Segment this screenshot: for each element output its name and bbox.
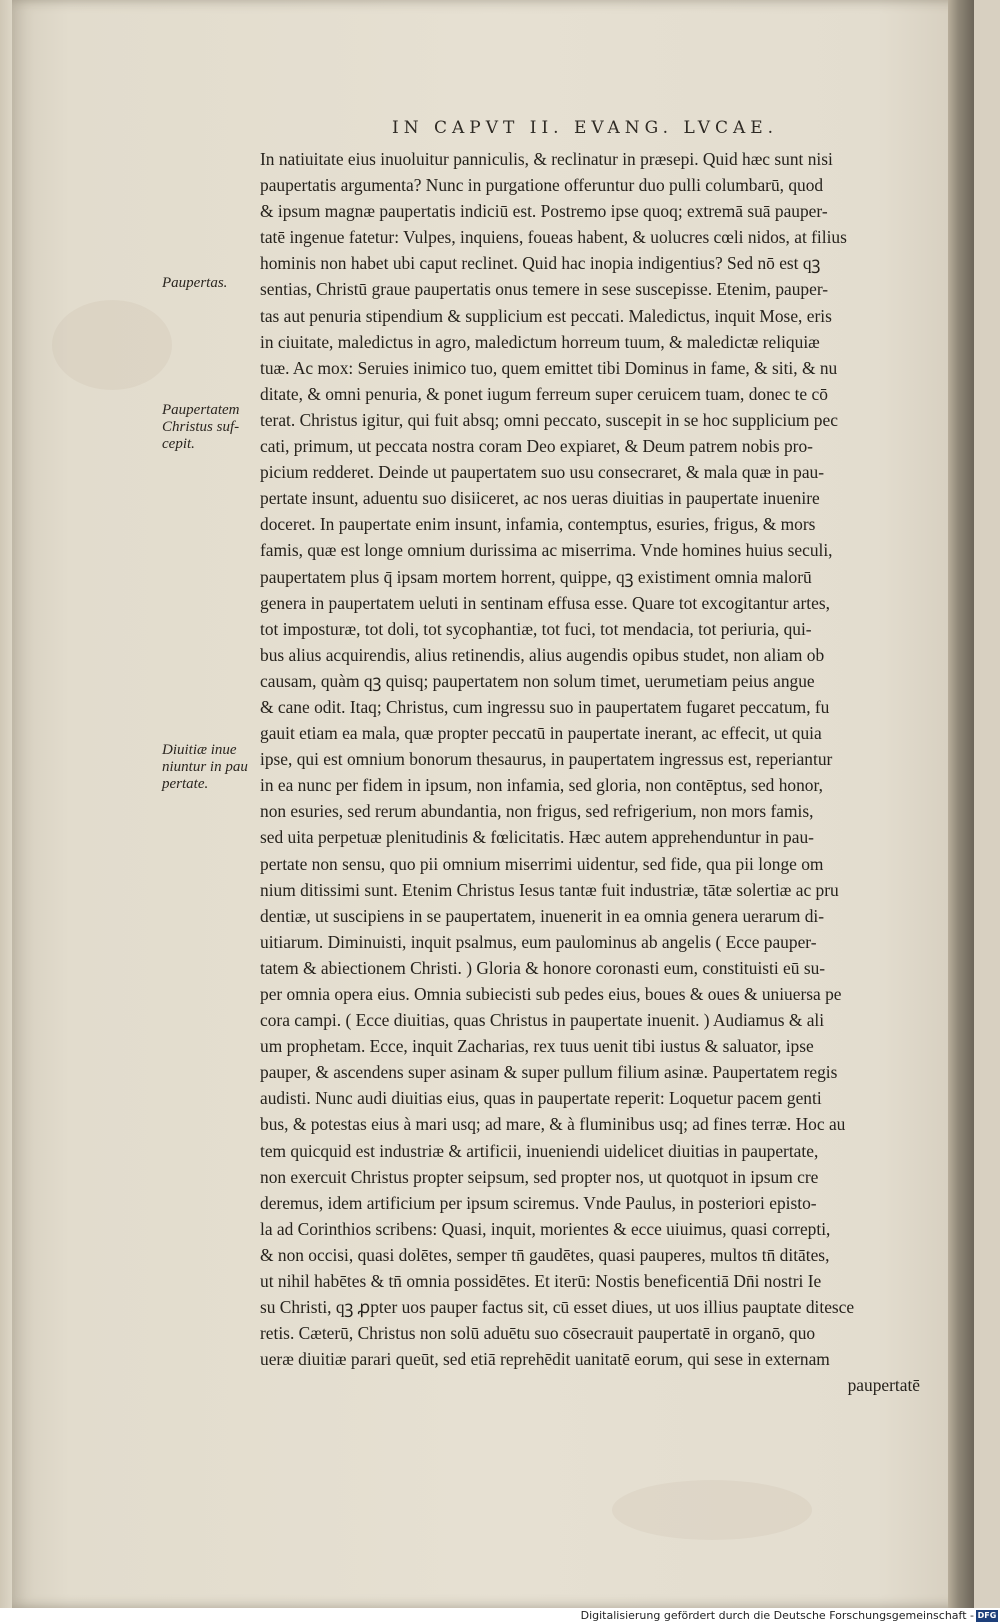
body-line: pertate insunt, aduentu suo disiiceret, ac nos ueras diuitias in paupertate inuenire (260, 488, 820, 509)
page-left-edge (0, 0, 12, 1608)
body-line: tuæ. Ac mox: Seruies inimico tuo, quem emittet tibi Dominus in fame, & siti, & nu (260, 357, 838, 378)
body-line: sed uita perpetuæ plenitudinis & fœlicitatis. Hæc autem apprehenduntur in pau- (260, 827, 814, 848)
body-line: uitiarum. Diminuisti, inquit psalmus, eum paulominus ab angelis ( Ecce pauper- (260, 931, 817, 952)
footer-credit: Digitalisierung gefördert durch die Deutsche Forschungsgemeinschaft - (580, 1609, 974, 1622)
margin-note-line: Christus suf- (162, 419, 240, 435)
running-head: IN CAPVT II. EVANG. LVCAE. (392, 118, 779, 138)
body-line: ditate, & omni penuria, & ponet iugum ferreum super ceruicem tuam, donec te cō (260, 383, 828, 404)
body-line: audisti. Nunc audi diuitias eius, quas in paupertate reperit: Loquetur pacem genti (260, 1088, 822, 1109)
body-line: hominis non habet ubi caput reclinet. Quid hac inopia indigentius? Sed nō est qꝫ (260, 253, 821, 274)
body-line: causam, quàm qꝫ quisq; paupertatem non solum timet, uerumetiam peius angue (260, 670, 815, 691)
body-line: & cane odit. Itaq; Christus, cum ingressu suo in paupertatem fugaret peccatum, fu (260, 696, 830, 717)
body-line: in ciuitate, maledictus in agro, maledictum horreum tuum, & maledictæ reliquiæ (260, 331, 820, 352)
body-line: non exercuit Christus propter seipsum, sed propter nos, ut quotquot in ipsum cre (260, 1166, 819, 1187)
body-line: sentias, Christū graue paupertatis onus temere in sese suscepisse. Etenim, pauper- (260, 279, 829, 300)
margin-note-paupertatem (162, 402, 257, 453)
body-line: dentiæ, ut suscipiens in se paupertatem, inuenerit in ea omnia genera uerarum di- (260, 905, 825, 926)
body-line: ipse, qui est omnium bonorum thesaurus, in paupertatem ingressus est, reperiantur (260, 749, 833, 770)
body-line: deremus, idem artificium per ipsum sciremus. Vnde Paulus, in posteriori episto- (260, 1192, 817, 1213)
body-line: ueræ diuitiæ parari queūt, sed etiā reprehēdit uanitatē eorum, qui sese in externam (260, 1349, 830, 1370)
body-line: tatē ingenue fatetur: Vulpes, inquiens, foueas habent, & uolucres cœli nidos, at filius (260, 227, 847, 248)
body-line: & non occisi, quasi dolētes, semper tn̄ gaudētes, quasi pauperes, multos tn̄ ditātes, (260, 1244, 830, 1265)
margin-note-line: niuntur in pau (162, 759, 248, 775)
body-line: doceret. In paupertate enim insunt, infamia, contemptus, esuries, frigus, & mors (260, 514, 816, 535)
book-binding-edge (948, 0, 974, 1608)
body-line: tatem & abiectionem Christi. ) Gloria & honore coronasti eum, constituisti eū su- (260, 957, 826, 978)
margin-note-line: cepit. (162, 436, 195, 452)
body-line: pertate non sensu, quo pii omnium miserrimi uidentur, sed fide, qua pii longe om (260, 853, 824, 874)
body-line: gauit etiam ea mala, quæ propter peccatū in paupertate inerant, ac effecit, ut quia (260, 723, 822, 744)
body-line: picium redderet. Deinde ut paupertatem suo usu consecraret, & mala quæ in pau- (260, 462, 825, 483)
margin-note-paupertas (162, 275, 257, 292)
margin-note-line: Paupertas. (162, 275, 228, 291)
body-line: paupertatem plus q̄ ipsam mortem horrent, quippe, qꝫ existiment omnia malorū (260, 566, 812, 587)
body-line: tot imposturæ, tot doli, tot sycophantiæ, tot fuci, tot mendacia, tot periuria, qui- (260, 618, 812, 639)
body-text (260, 146, 920, 1399)
body-line: genera in paupertatem ueluti in sentinam effusa esse. Quare tot excogitantur artes, (260, 592, 830, 613)
body-line: tas aut penuria stipendium & supplicium est peccati. Maledictus, inquit Mose, eris (260, 305, 832, 326)
body-line: retis. Cæterū, Christus non solū aduētu suo cōsecrauit paupertatē in organō, quo (260, 1323, 816, 1344)
body-line: per omnia opera eius. Omnia subiecisti sub pedes eius, boues & oues & uniuersa pe (260, 984, 842, 1004)
body-line: non esuries, sed rerum abundantia, non frigus, sed refrigerium, non mors famis, (260, 801, 814, 822)
body-line: pauper, & ascendens super asinam & super pullum filium asinæ. Paupertatem regis (260, 1062, 838, 1083)
body-line: um prophetam. Ecce, inquit Zacharias, rex tuus uenit tibi iustus & saluator, ipse (260, 1036, 814, 1057)
body-line: tem quicquid est industriæ & artificii, inueniendi uidelicet diuitias in paupertate, (260, 1140, 819, 1161)
body-line: bus alius acquirendis, alius retinendis, alius augendis opibus studet, non aliam ob (260, 644, 825, 665)
body-line: cati, primum, ut peccata nostra coram Deo expiaret, & Deum patrem nobis pro- (260, 436, 813, 457)
body-line: famis, quæ est longe omnium durissima ac miserrima. Vnde homines huius seculi, (260, 540, 833, 561)
body-line: la ad Corinthios scribens: Quasi, inquit, morientes & ecce uiuimus, quasi correpti, (260, 1218, 831, 1239)
body-line: terat. Christus igitur, qui fuit absq; omni peccato, suscepit in se hoc supplicium pec (260, 409, 838, 430)
body-line: su Christi, qꝫ ꝓpter uos pauper factus sit, cū esset diues, ut uos illius pauptate ditesce (260, 1297, 855, 1318)
body-line: ut nihil habētes & tn̄ omnia possidētes. Et iterū: Nostis beneficentiā Dn̄i nostri Ie (260, 1271, 822, 1292)
dfg-logo: DFG (977, 1611, 997, 1620)
body-line: in ea nunc per fidem in ipsum, non infamia, sed gloria, non contēptus, sed honor, (260, 775, 823, 796)
body-line: cora campi. ( Ecce diuitias, quas Christus in paupertate inuenit. ) Audiamus & ali (260, 1010, 825, 1031)
margin-note-line: Paupertatem (162, 402, 240, 418)
margin-note-diuitiae (162, 742, 257, 793)
body-line: & ipsum magnæ paupertatis indiciū est. Postremo ipse quoq; extremā suā pauper- (260, 201, 828, 222)
body-line: paupertatis argumenta? Nunc in purgatione offeruntur duo pulli columbarū, quod (260, 175, 824, 196)
body-line: nium ditissimi sunt. Etenim Christus Iesus tantæ fuit industriæ, tātæ solertiæ ac pru (260, 879, 839, 900)
catchword: paupertatē (847, 1375, 920, 1396)
margin-note-line: pertate. (162, 776, 209, 792)
margin-note-line: Diuitiæ inue (162, 742, 237, 758)
body-line: In natiuitate eius inuoluitur panniculis, & reclinatur in præsepi. Quid hæc sunt nisi (260, 149, 833, 169)
body-line: bus, & potestas eius à mari usq; ad mare, & à fluminibus usq; ad fines terræ. Hoc au (260, 1114, 846, 1135)
